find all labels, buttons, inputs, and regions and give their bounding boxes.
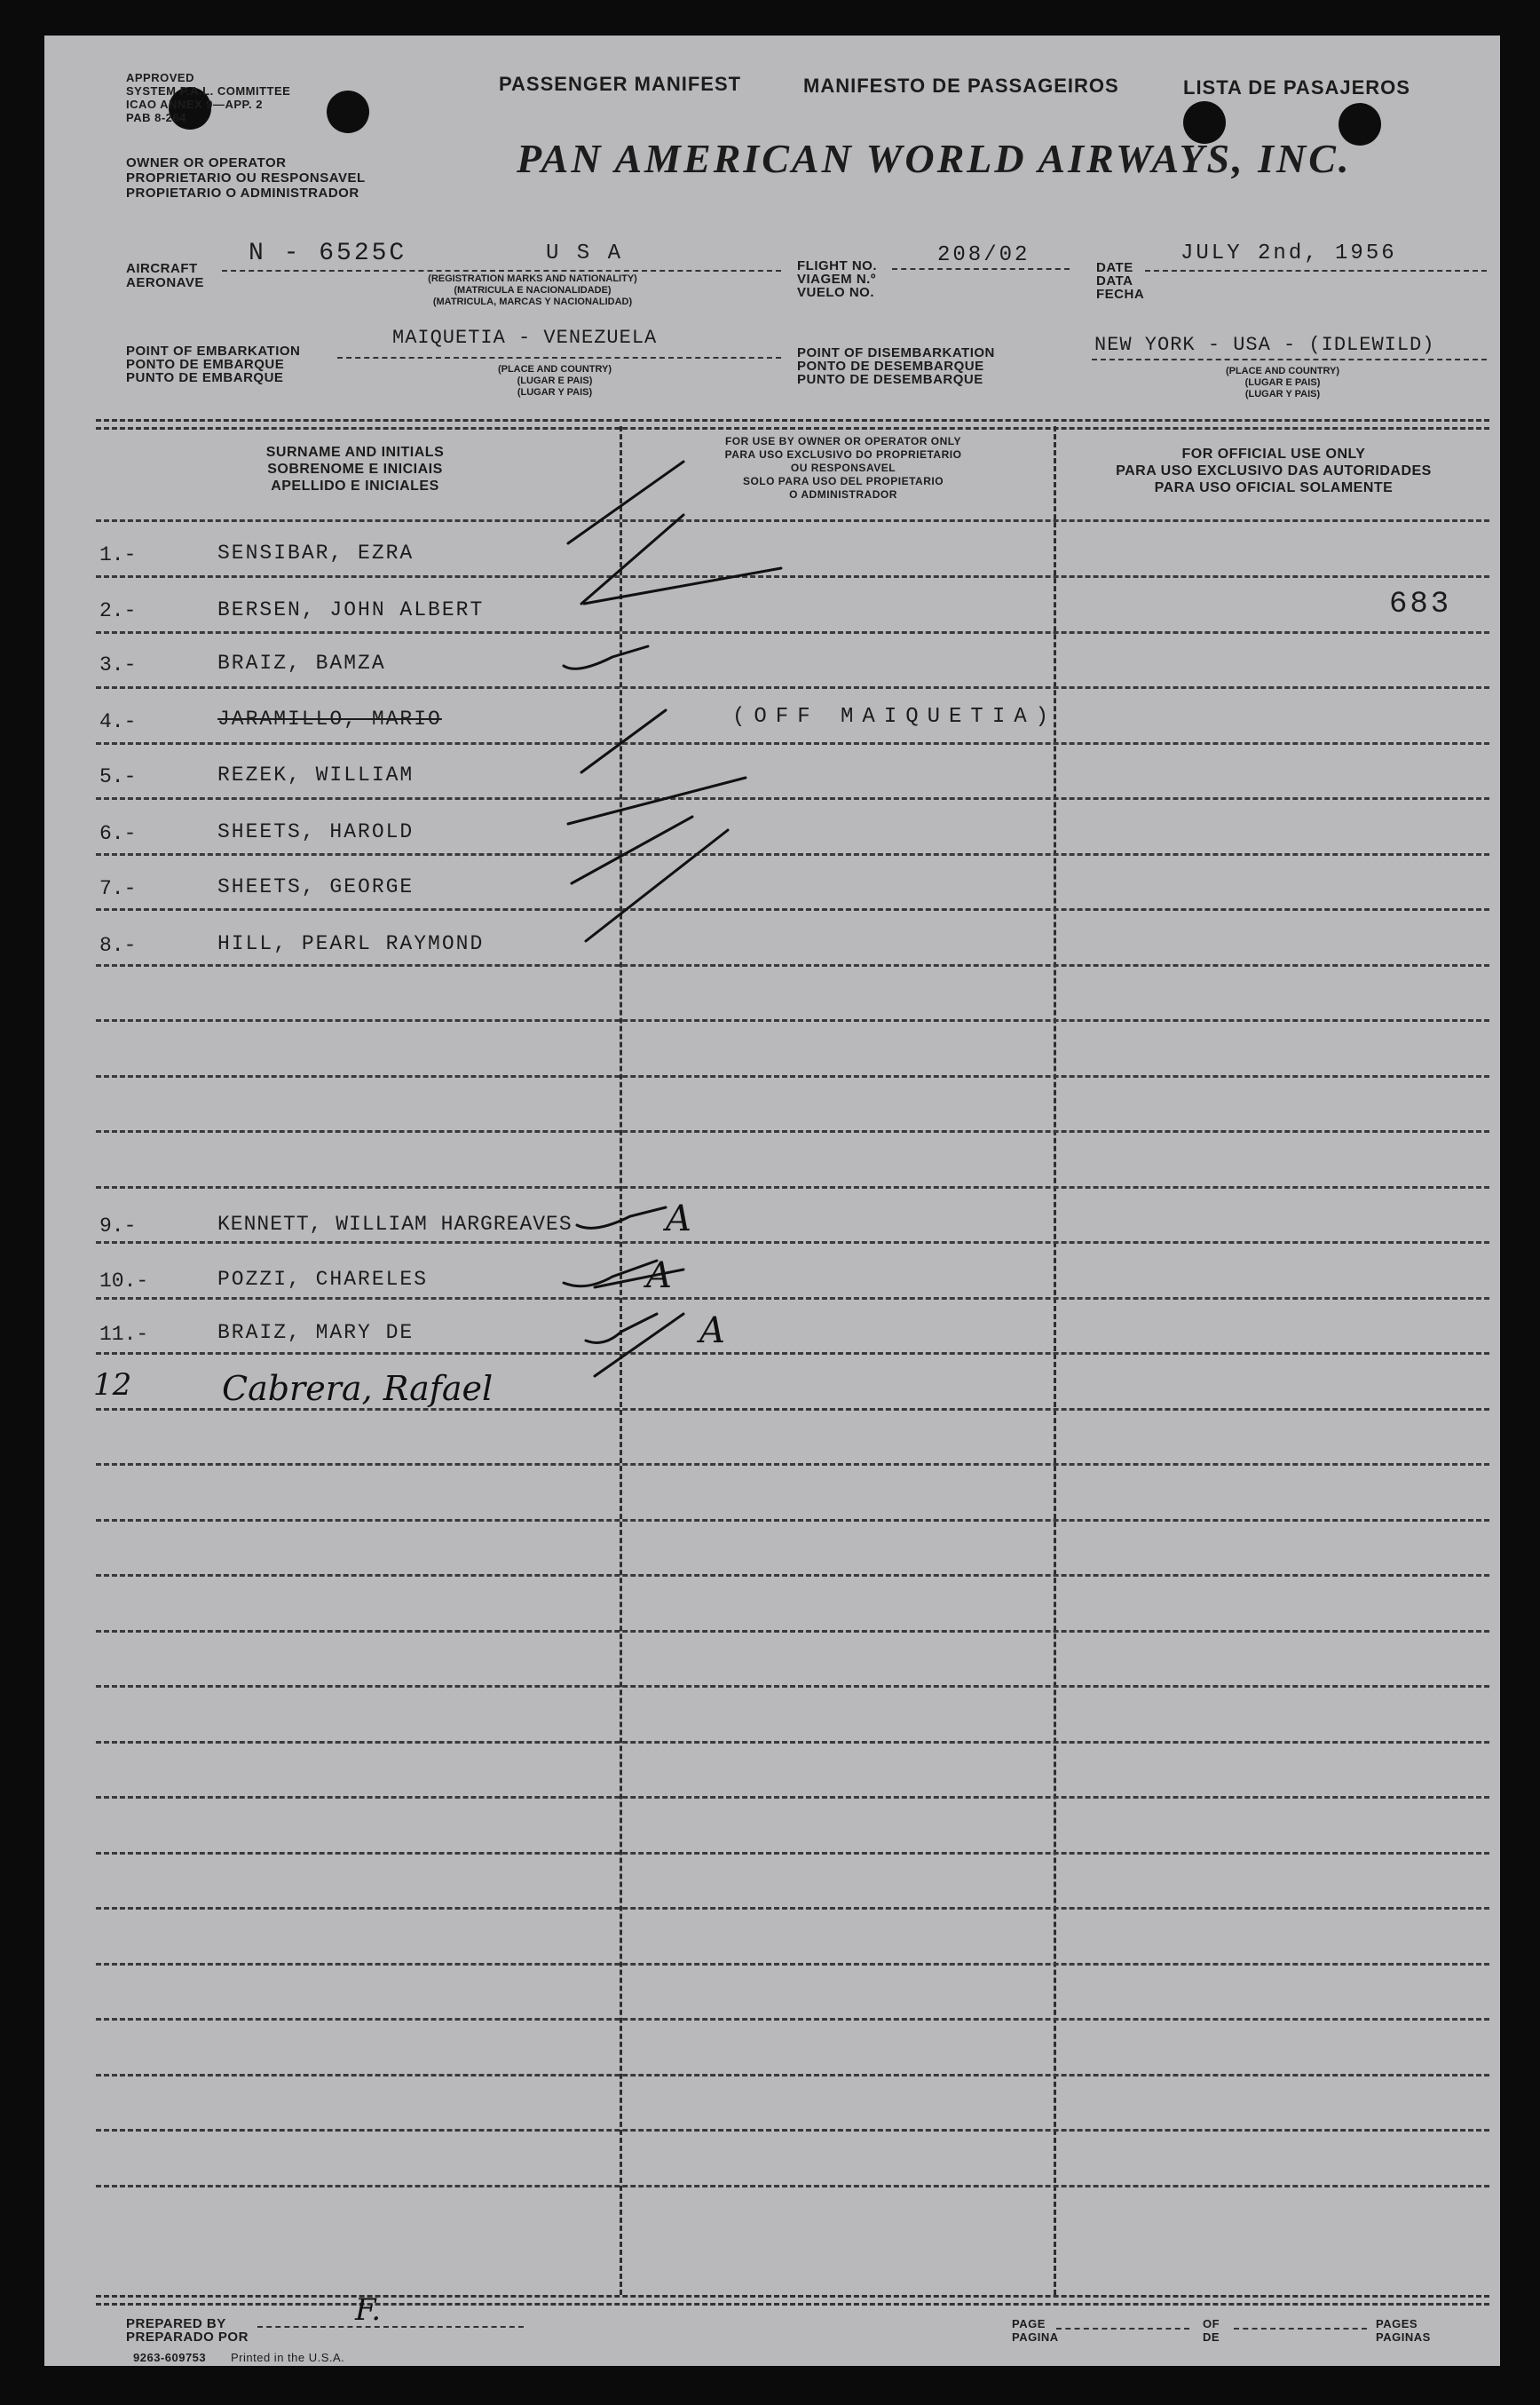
- date-label-es: FECHA: [1096, 287, 1145, 302]
- table-rule-line: [96, 2074, 1489, 2077]
- embark-caption-en: (PLACE AND COUNTRY): [497, 364, 612, 375]
- check-mark: [568, 778, 746, 824]
- approval-line: ICAO ANNEX 9—APP. 2: [126, 98, 263, 111]
- passenger-name: BRAIZ, MARY DE: [217, 1321, 415, 1344]
- aircraft-caption-es: (MATRICULA, MARCAS Y NACIONALIDAD): [432, 297, 633, 307]
- printed-note: Printed in the U.S.A.: [231, 2351, 345, 2364]
- form-number: 9263-609753: [133, 2351, 207, 2364]
- page-label-es: PAGINA: [1012, 2330, 1059, 2344]
- column-header-line: O ADMINISTRADOR: [789, 488, 897, 501]
- row-number: 9.-: [99, 1214, 137, 1238]
- table-rule-line: [96, 1741, 1489, 1744]
- disembark-place: NEW YORK - USA - (IDLEWILD): [1094, 334, 1435, 356]
- manifest-sheet: [44, 36, 1500, 2366]
- flight-date: JULY 2nd, 1956: [1181, 241, 1397, 265]
- disembark-label-pt: PONTO DE DESEMBARQUE: [797, 359, 984, 374]
- aircraft-label-pt: AERONAVE: [126, 275, 204, 290]
- passenger-name: SHEETS, GEORGE: [217, 875, 415, 898]
- owner-label-en: OWNER OR OPERATOR: [126, 155, 287, 170]
- of-field-line: [1234, 2328, 1367, 2330]
- mark-a: A: [666, 1199, 691, 1239]
- passenger-name: SENSIBAR, EZRA: [217, 542, 415, 565]
- owner-label-es: PROPIETARIO O ADMINISTRADOR: [126, 186, 359, 201]
- disembark-caption-en: (PLACE AND COUNTRY): [1225, 366, 1340, 376]
- pages-label-es: PAGINAS: [1376, 2330, 1431, 2344]
- flight-label-en: FLIGHT NO.: [797, 258, 877, 273]
- mark-a: A: [699, 1310, 725, 1351]
- check-mark: [586, 830, 728, 941]
- column-header-line: FOR USE BY OWNER OR OPERATOR ONLY: [724, 435, 962, 447]
- table-rule-line: [96, 2185, 1489, 2187]
- table-rule-line: [96, 1907, 1489, 1910]
- owner-label-pt: PROPRIETARIO OU RESPONSAVEL: [126, 170, 366, 186]
- preparer-initials: F.: [355, 2292, 382, 2328]
- passenger-name: BERSEN, JOHN ALBERT: [217, 598, 485, 621]
- page-label-en: PAGE: [1012, 2317, 1046, 2330]
- check-mark: [564, 646, 648, 668]
- aircraft-caption-pt: (MATRICULA E NACIONALIDADE): [454, 285, 612, 296]
- passenger-name-struck: JARAMILLO, MARIO: [217, 708, 442, 731]
- column-header-line: SOBRENOME E INICIAIS: [267, 462, 443, 477]
- passenger-name: HILL, PEARL RAYMOND: [217, 932, 485, 955]
- prepared-label-es: PREPARADO POR: [126, 2330, 249, 2345]
- table-rule-line: [96, 2018, 1489, 2021]
- page-field-line: [1056, 2328, 1189, 2330]
- disembark-label-en: POINT OF DISEMBARKATION: [797, 345, 995, 360]
- header-en: PASSENGER MANIFEST: [499, 73, 742, 95]
- passenger-name: KENNETT, WILLIAM HARGREAVES: [217, 1213, 573, 1236]
- approval-line: APPROVED: [126, 71, 194, 84]
- prepared-label-en: PREPARED BY: [126, 2316, 226, 2331]
- table-rule-line: [96, 1630, 1489, 1633]
- embark-caption-pt: (LUGAR E PAIS): [517, 376, 593, 386]
- prepared-by-label: [126, 2317, 249, 2344]
- approval-line: PAB 8-264: [126, 111, 186, 124]
- row-number: 5.-: [99, 765, 137, 788]
- disembark-caption-pt: (LUGAR E PAIS): [1244, 377, 1321, 388]
- disembark-caption-es: (LUGAR Y PAIS): [1244, 389, 1321, 400]
- disembark-label-es: PUNTO DE DESEMBARQUE: [797, 372, 983, 387]
- row-number-handwritten: 12: [93, 1367, 132, 1403]
- check-marks: [44, 36, 1500, 1456]
- header-es: LISTA DE PASAJEROS: [1183, 76, 1410, 99]
- passenger-name: REZEK, WILLIAM: [217, 763, 415, 787]
- table-bottom-rule: [96, 2295, 1489, 2306]
- table-rule-line: [96, 1852, 1489, 1855]
- header-pt: MANIFESTO DE PASSAGEIROS: [803, 75, 1119, 97]
- embark-label-pt: PONTO DE EMBARQUE: [126, 357, 285, 372]
- table-rule-line: [96, 1463, 1489, 1466]
- flight-label-pt: VIAGEM N.º: [797, 272, 876, 287]
- row-number: 7.-: [99, 877, 137, 900]
- table-rule-line: [96, 1519, 1489, 1522]
- aircraft-label-en: AIRCRAFT: [126, 261, 198, 276]
- approval-line: SYSTEM P.A.L. COMMITTEE: [126, 84, 291, 98]
- column-header-line: PARA USO OFICIAL SOLAMENTE: [1154, 480, 1394, 495]
- date-label-en: DATE: [1096, 260, 1133, 275]
- row-number: 10.-: [99, 1270, 149, 1293]
- column-header-line: OU RESPONSAVEL: [790, 462, 896, 474]
- table-rule-line: [96, 2129, 1489, 2132]
- column-header-line: SOLO PARA USO DEL PROPIETARIO: [742, 475, 944, 487]
- of-label-es: DE: [1203, 2330, 1220, 2344]
- pages-label-en: PAGES: [1376, 2317, 1418, 2330]
- column-header-line: PARA USO EXCLUSIVO DAS AUTORIDADES: [1116, 463, 1432, 479]
- row-number: 8.-: [99, 934, 137, 957]
- check-mark: [581, 710, 666, 772]
- passenger-name-handwritten: Cabrera, Rafael: [222, 1369, 494, 1408]
- passenger-name: SHEETS, HAROLD: [217, 820, 415, 843]
- off-remark: (OFF MAIQUETIA): [732, 705, 1058, 729]
- flight-label-es: VUELO NO.: [797, 285, 875, 300]
- row-number: 6.-: [99, 822, 137, 845]
- of-label: [1203, 2317, 1220, 2344]
- table-rule-line: [96, 1796, 1489, 1799]
- column-header-line: SURNAME AND INITIALS: [265, 445, 445, 460]
- column-header-line: PARA USO EXCLUSIVO DO PROPRIETARIO: [724, 448, 962, 461]
- check-mark: [581, 515, 683, 604]
- column-header-line: FOR OFFICIAL USE ONLY: [1181, 447, 1366, 462]
- row-number: 2.-: [99, 599, 137, 622]
- aircraft-registration: N - 6525C: [249, 240, 407, 267]
- flight-number: 208/02: [937, 243, 1031, 267]
- table-rule-line: [96, 1574, 1489, 1577]
- row-number: 4.-: [99, 710, 137, 733]
- aircraft-nationality: U S A: [546, 241, 624, 265]
- embark-place: MAIQUETIA - VENEZUELA: [392, 327, 658, 349]
- passenger-name: POZZI, CHARELES: [217, 1268, 429, 1291]
- check-mark: [564, 1261, 657, 1286]
- row-number: 11.-: [99, 1323, 149, 1346]
- mark-a: A: [646, 1255, 672, 1296]
- official-number: 683: [1389, 588, 1452, 621]
- pages-label: [1376, 2317, 1431, 2344]
- row-number: 1.-: [99, 543, 137, 566]
- row-number: 3.-: [99, 653, 137, 676]
- table-rule-line: [96, 1685, 1489, 1688]
- page-label: [1012, 2317, 1059, 2344]
- check-mark: [584, 568, 781, 604]
- of-label-en: OF: [1203, 2317, 1220, 2330]
- aircraft-caption-en: (REGISTRATION MARKS AND NATIONALITY): [428, 273, 637, 284]
- operator-name: PAN AMERICAN WORLD AIRWAYS, INC.: [517, 136, 1352, 181]
- table-rule-line: [96, 1963, 1489, 1966]
- passenger-name: BRAIZ, BAMZA: [217, 652, 386, 675]
- check-mark: [577, 1207, 666, 1228]
- embark-label-es: PUNTO DE EMBARQUE: [126, 370, 284, 385]
- date-label-pt: DATA: [1096, 273, 1133, 289]
- embark-caption-es: (LUGAR Y PAIS): [517, 387, 593, 398]
- column-header-line: APELLIDO E INICIALES: [271, 479, 439, 494]
- embark-label-en: POINT OF EMBARKATION: [126, 344, 301, 359]
- prepared-field-line: [257, 2326, 524, 2328]
